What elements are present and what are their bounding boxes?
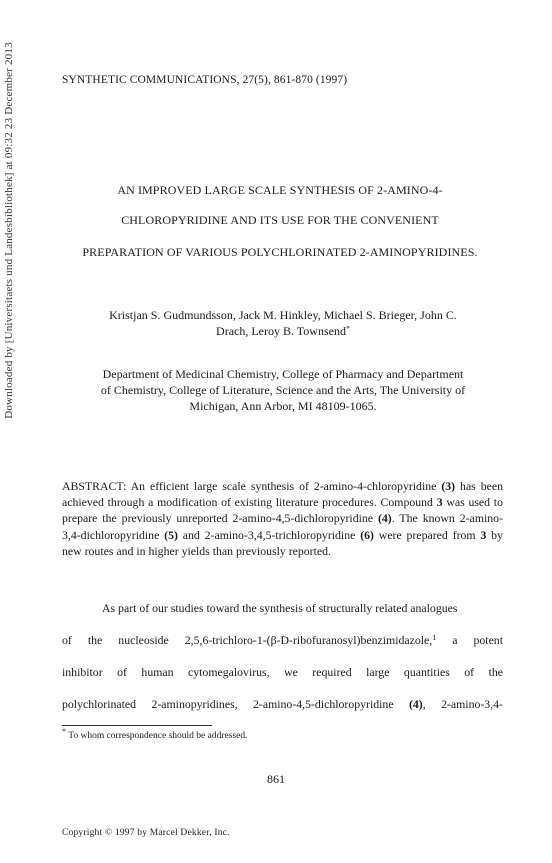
corresponding-author-mark: * bbox=[345, 324, 350, 333]
footnote-mark: * bbox=[62, 727, 66, 736]
footnote-text: To whom correspondence should be addressed. bbox=[66, 731, 248, 741]
compound-ref: (5) bbox=[164, 527, 178, 542]
body-text: a potent bbox=[436, 633, 503, 647]
page-number: 861 bbox=[267, 772, 285, 786]
footnote bbox=[62, 727, 248, 741]
body-text: , 2-amino-3,4- bbox=[422, 697, 503, 711]
compound-ref: 3 bbox=[480, 527, 487, 542]
body-text: of the nucleoside 2,5,6-trichloro-1-(β-D-ribofuranosyl)benzimidazole, bbox=[62, 633, 433, 647]
journal-header: SYNTHETIC COMMUNICATIONS, 27(5), 861-870 (1997) bbox=[62, 74, 348, 86]
abstract-text: has been achieved through a modification of existing literature procedures. Compound bbox=[62, 479, 503, 510]
reference-mark: 1 bbox=[432, 633, 437, 642]
compound-ref: (4) bbox=[408, 697, 423, 711]
author-line-2-text: Drach, Leroy B. Townsend bbox=[216, 324, 346, 338]
affiliation-line-2: of Chemistry, College of Literature, Science and the Arts, The University of bbox=[100, 383, 466, 397]
compound-ref: (6) bbox=[360, 527, 374, 542]
title-line-3: PREPARATION OF VARIOUS POLYCHLORINATED 2-AMINOPYRIDINES. bbox=[82, 245, 478, 259]
compound-ref: (4) bbox=[377, 511, 392, 526]
affiliation bbox=[60, 366, 506, 414]
body-line-2 bbox=[62, 633, 503, 648]
abstract-text: was used to prepare the previously unreported 2-amino-4,5-dichloropyridine bbox=[62, 495, 503, 526]
affiliation-line-3: Michigan, Ann Arbor, MI 48109-1065. bbox=[189, 399, 377, 413]
compound-ref: 3 bbox=[436, 495, 443, 510]
abstract-text: were prepared from bbox=[373, 527, 481, 542]
title-line-1: AN IMPROVED LARGE SCALE SYNTHESIS OF 2-AMINO-4- bbox=[117, 183, 443, 197]
abstract-text: and 2-amino-3,4,5-trichloropyridine bbox=[177, 527, 361, 542]
body-line-4 bbox=[62, 697, 503, 712]
author-line-1: Kristjan S. Gudmundsson, Jack M. Hinkley, Michael S. Brieger, John C. bbox=[109, 308, 457, 322]
copyright-notice: Copyright © 1997 by Marcel Dekker, Inc. bbox=[62, 828, 230, 838]
body-text: polychlorinated 2-aminopyridines, 2-amino-4,5-dichloropyridine bbox=[62, 697, 409, 711]
author-list bbox=[60, 307, 506, 339]
author-line-2 bbox=[60, 323, 506, 339]
body-line-3: inhibitor of human cytomegalovirus, we required large quantities of the bbox=[62, 665, 503, 679]
affiliation-line-1: Department of Medicinal Chemistry, College of Pharmacy and Department bbox=[102, 367, 464, 381]
download-watermark: Downloaded by [Universitaets und Landesbibliothek] at 09:32 23 December 2013 bbox=[3, 42, 15, 419]
body-line-1: As part of our studies toward the synthesis of structurally related analogues bbox=[102, 601, 458, 615]
abstract-text: . The known 2-amino-3,4-dichloropyridine bbox=[62, 511, 504, 542]
abstract bbox=[62, 478, 503, 559]
compound-ref: (3) bbox=[441, 479, 456, 493]
title-line-2: CHLOROPYRIDINE AND ITS USE FOR THE CONVENIENT bbox=[121, 213, 439, 227]
abstract-text: by new routes and in higher yields than previously reported. bbox=[62, 527, 503, 558]
footnote-rule bbox=[62, 725, 212, 726]
abstract-text: ABSTRACT: An efficient large scale synthesis of 2-amino-4-chloropyridine bbox=[62, 479, 442, 493]
